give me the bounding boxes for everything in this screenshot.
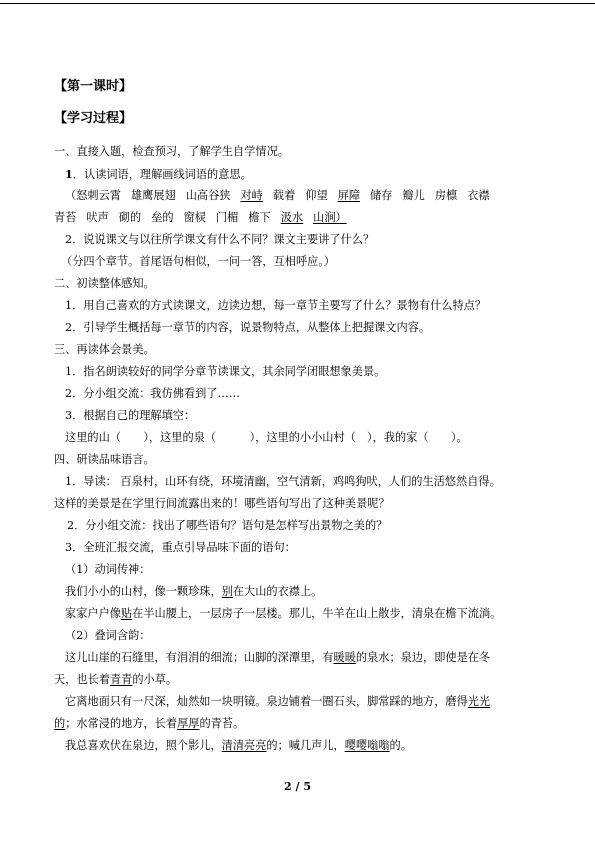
text-span: 我们小小的山村，像一颗珍珠， [65,585,222,598]
underlined-word: 贴 [120,607,133,620]
text-line: 1．导读： 百泉村，山环有绕，环境清幽，空气清新，鸡鸣狗吠，人们的生活悠然自得。 [65,475,501,488]
example-sentence [54,738,412,754]
word: 瓣儿 [402,189,425,202]
text-span: 天，也长着 [54,673,110,686]
text-line: 三、再读体会景美。 [54,343,155,356]
text-line: 2．分小组交流：我仿佛看到了…… [65,387,240,400]
word: （怒刺云霄 [65,189,121,202]
word-underlined: 对峙 [240,189,263,202]
text-span: 这儿山崖的石缝里，有涓涓的细流；山脚的深潭里，有 [65,651,334,664]
text-line: 2．分小组交流：找出了哪些语句？语句是怎样写出景物之美的？ [67,519,388,532]
example-sentence [54,672,177,688]
text-line: 3．全班汇报交流，重点引导品味下面的语句： [65,541,296,554]
text-span: 在大山的衣襟上。 [232,585,323,598]
word-underlined: 汲水 [280,211,304,224]
underlined-word: 清清亮亮 [221,739,267,752]
underlined-word: 光光 [467,695,491,708]
word: 储存 [370,189,393,202]
word-underlined: 屏障 [337,189,361,202]
text-line: 1．用自己喜欢的方式读课文，边读边想，每一章节主要写了什么？景物有什么特点？ [65,299,487,312]
word: 青苔 [54,211,77,224]
fill-blank-line: 这里的山（ ），这里的泉（ ），这里的小小山村（ ），我的家（ ）。 [65,431,468,444]
example-sentence [54,584,322,600]
text-span: 我总喜欢伏在泉边，照个影儿， [65,739,222,752]
text-span: 的；喊几声儿， [266,739,345,752]
item-number: 1 [65,167,73,181]
word: 山高谷狭 [185,189,231,202]
word: 门楣 [215,211,239,224]
text-line: （2）叠词含韵： [65,629,151,642]
example-sentence [54,694,490,710]
text-line: （1）动词传神： [65,563,151,576]
text-line: 2．引导学生概括每一章节的内容，说景物特点，从整体上把握课文内容。 [65,321,431,334]
text-line: 这样的美景是在字里行间流露出来的！哪些语句写出了这种美景呢？ [54,497,390,510]
text-span: 它离地面只有一尺深，灿然如一块明镜。泉边铺着一圈石头，脚常踩的地方，磨得 [65,695,468,708]
text-line: 一、直接入题，检查预习，了解学生自学情况。 [54,145,289,158]
text-line: 3．根据自己的理解填空： [65,409,196,422]
word: 檐下 [248,211,271,224]
word-list-line-2 [54,210,347,226]
page-number: 2 / 5 [284,780,311,793]
word: 衣襟 [467,189,490,202]
underlined-word: 青青 [109,673,133,686]
text-line: 四、研读品味语言。 [54,453,155,466]
top-rule [0,3,595,4]
example-sentence [54,716,244,732]
example-sentence [54,606,501,622]
word-list-line-1 [54,188,490,204]
text-span: 在半山腰上，一层房子一层楼。那儿，牛羊在山上散步，清泉在檐下流淌。 [132,607,502,620]
underlined-word: 别 [221,585,233,598]
text-line: 二、初读整体感知。 [54,277,155,290]
section-heading-process: 【学习过程】 [54,111,133,126]
section-heading-lesson: 【第一课时】 [54,79,133,94]
text-span: 的青苔。 [199,717,245,730]
text-span: 的小草。 [132,673,178,686]
text-line: （分四个章节。首尾语句相似，一问一答，互相呼应。） [61,255,336,268]
word: 载着 [272,189,296,202]
example-sentence [54,650,490,666]
text-span: ．认读词语，理解画线词语的意思。 [72,168,252,181]
word: 垒的 [151,211,174,224]
text-span: 的。 [389,739,412,752]
word-underlined: 山涧） [313,211,347,224]
word: 房檩 [434,189,458,202]
text-line [54,166,252,183]
word: 窗棂 [183,211,206,224]
word: 砌的 [118,211,142,224]
text-span: ；水常浸的地方，长着 [65,717,178,730]
underlined-word: 暖暖 [333,651,356,664]
underlined-word: 嘤嘤嗡嗡 [344,739,390,752]
word: 雄鹰展翅 [130,189,176,202]
word: 吠声 [86,211,109,224]
text-span: 的泉水；泉边，即使是在冬 [355,651,491,664]
text-line: 2．说说课文与以往所学课文有什么不同？课文主要讲了什么？ [65,233,375,246]
underlined-word: 厚厚 [177,717,200,730]
word: 仰望 [305,189,328,202]
text-line: 1．指名朗读较好的同学分章节读课文，其余同学闭眼想象美景。 [65,365,386,378]
underlined-word: 的 [54,717,66,730]
text-span: 家家户户像 [65,607,121,620]
